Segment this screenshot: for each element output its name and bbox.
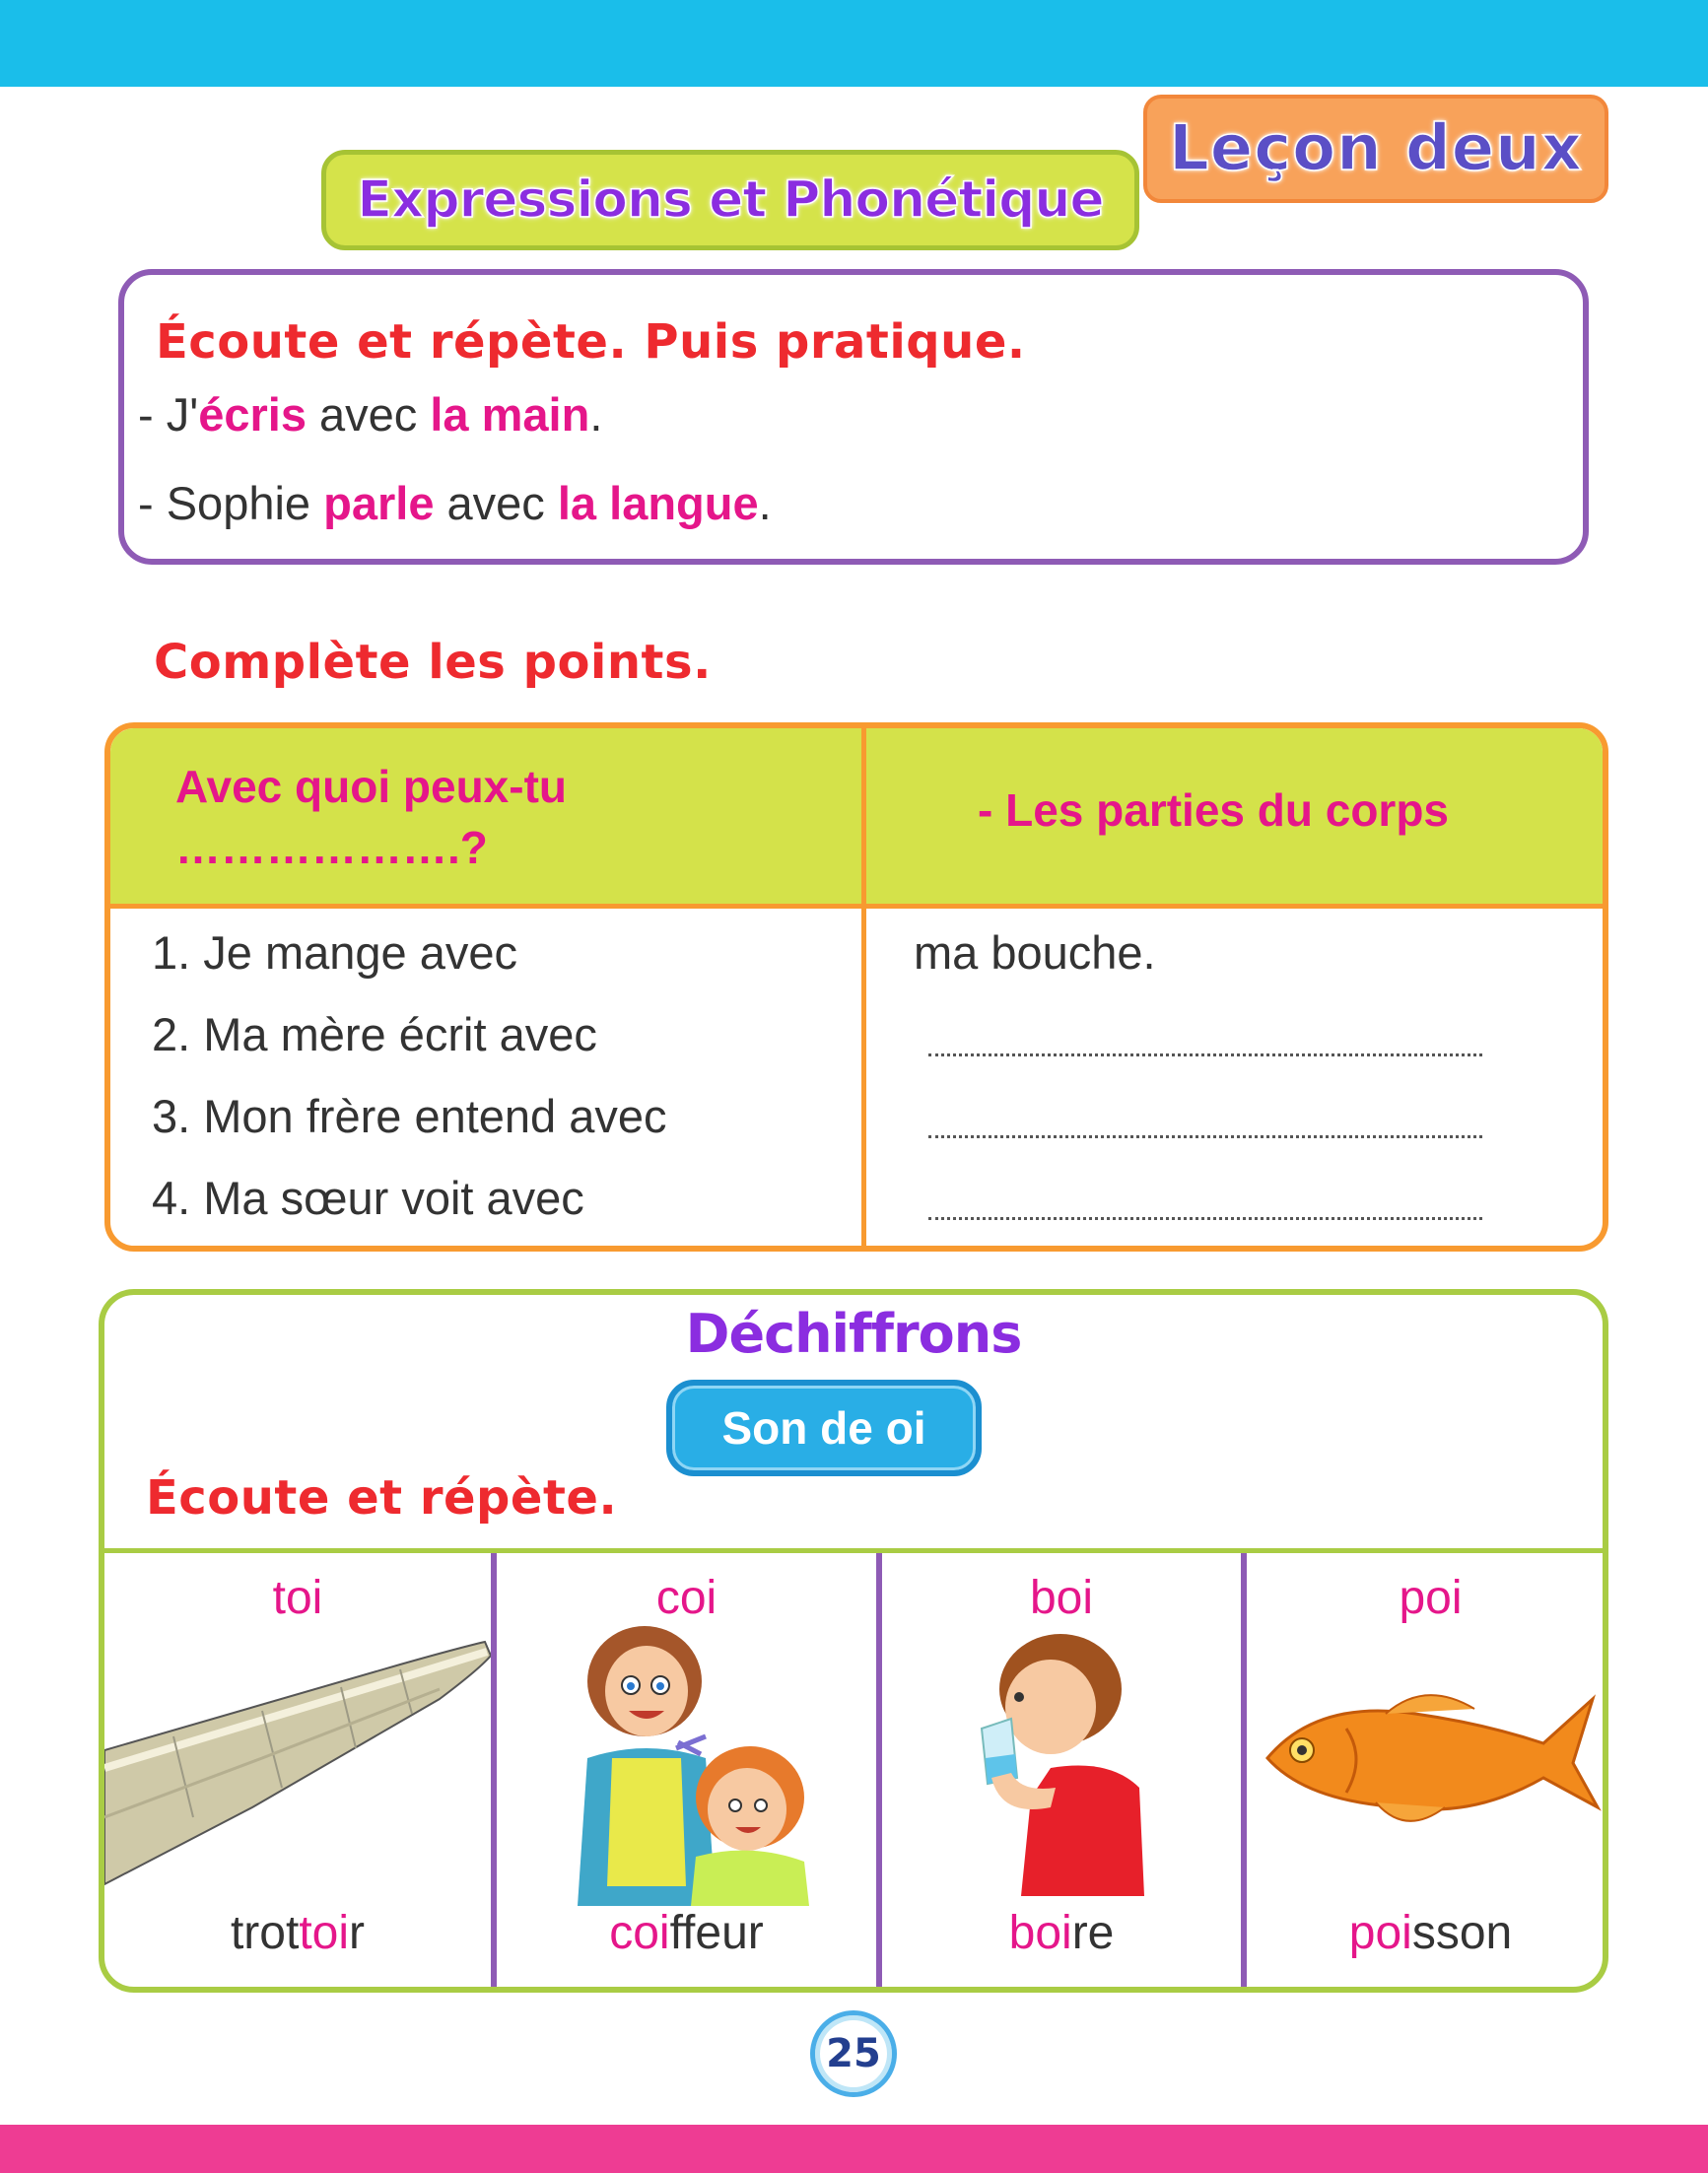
- word-trottoir: trottoir: [230, 1907, 366, 1959]
- top-color-band: [0, 0, 1708, 87]
- syllable-poi: poi: [1399, 1572, 1463, 1624]
- answer-blank-3[interactable]: [928, 1135, 1482, 1138]
- example-sentence-2: - Sophie parle avec la langue.: [138, 477, 772, 529]
- answer-blank-2[interactable]: [928, 1053, 1482, 1056]
- boy-drinking-picture: [942, 1630, 1189, 1896]
- complete-instruction: Complète les points.: [154, 635, 712, 690]
- header-divider: [110, 904, 1603, 909]
- header-question-line1: Avec quoi peux-tu: [175, 761, 567, 812]
- example-sentence-1: - J'écris avec la main.: [138, 388, 603, 441]
- fish-picture: [1258, 1669, 1603, 1847]
- header-question: [175, 756, 567, 878]
- word-poisson: poisson: [1348, 1907, 1513, 1959]
- table-row-3-left: 3. Mon frère entend avec: [152, 1090, 667, 1142]
- bottom-color-band: [0, 2125, 1708, 2173]
- syllable-toi: toi: [272, 1572, 323, 1624]
- sidewalk-picture: [104, 1620, 491, 1886]
- listen-repeat-instruction: Écoute et répète.: [146, 1470, 618, 1526]
- syllable-coi: coi: [655, 1572, 717, 1624]
- table-row-2-left: 2. Ma mère écrit avec: [152, 1008, 597, 1060]
- answer-blank-4[interactable]: [928, 1217, 1482, 1220]
- word-boire: boire: [1008, 1907, 1115, 1959]
- header-question-blank: ……………….?: [175, 822, 488, 873]
- lesson-title: Leçon deux: [1169, 112, 1583, 185]
- lesson-title-badge: [1143, 95, 1608, 203]
- decipher-divider: [104, 1548, 1603, 1553]
- section-title: Expressions et Phonétique: [357, 170, 1104, 230]
- sound-badge: Son de oi: [666, 1380, 982, 1476]
- header-body-parts: - Les parties du corps: [978, 784, 1450, 836]
- word-coiffeur: coiffeur: [609, 1907, 764, 1959]
- complete-table: [104, 722, 1608, 1252]
- decipher-box: [99, 1289, 1608, 1993]
- listen-practice-instruction: Écoute et répète. Puis pratique.: [156, 314, 1026, 370]
- table-row-1-left: 1. Je mange avec: [152, 926, 517, 979]
- column-divider: [861, 728, 866, 1246]
- table-row-1-answer: ma bouche.: [914, 926, 1156, 979]
- hairdresser-picture: [568, 1620, 814, 1906]
- page-number: 25: [810, 2010, 897, 2097]
- listen-repeat-box: [118, 269, 1589, 565]
- section-title-badge: [321, 150, 1139, 250]
- syllable-boi: boi: [1029, 1572, 1094, 1624]
- table-row-4-left: 4. Ma sœur voit avec: [152, 1172, 584, 1224]
- decipher-title: Déchiffrons: [685, 1303, 1022, 1365]
